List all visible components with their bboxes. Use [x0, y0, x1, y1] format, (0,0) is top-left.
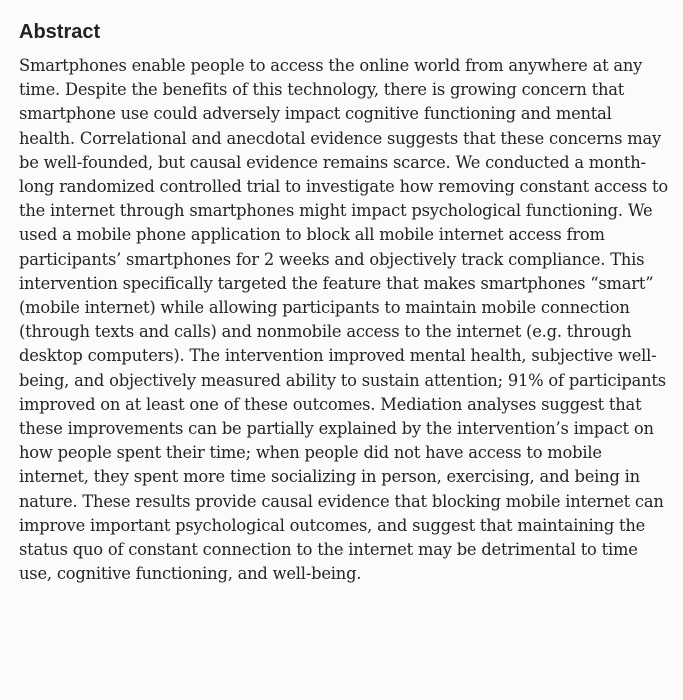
abstract-heading: Abstract	[19, 21, 101, 43]
abstract-body: Smartphones enable people to access the online world from anywhere at any time. Despite the benefits of this technology, there is growing concern that smartphone use could adversely impact cognitive functioning and mental health. Correlational and anecdotal evidence suggests that these concerns may be well-founded, but causal evidence remains scarce. We conducted a month-long randomized controlled trial to investigate how removing constant access to the internet through smartphones might impact psychological functioning. We used a mobile phone application to block all mobile internet access from participants’ smartphones for 2 weeks and objectively track compliance. This intervention specifically targeted the feature that makes smartphones “smart” (mobile internet) while allowing participants to maintain mobile connection (through texts and calls) and nonmobile access to the internet (e.g. through desktop computers). The intervention improved mental health, subjective well-being, and objectively measured ability to sustain attention; 91% of participants improved on at least one of these outcomes. Mediation analyses suggest that these improvements can be partially explained by the intervention’s impact on how people spent their time; when people did not have access to mobile internet, they spent more time socializing in person, exercising, and being in nature. These results provide causal evidence that blocking mobile internet can improve important psychological outcomes, and suggest that maintaining the status quo of constant connection to the internet may be detrimental to time use, cognitive functioning, and well-being.	[19, 56, 668, 584]
